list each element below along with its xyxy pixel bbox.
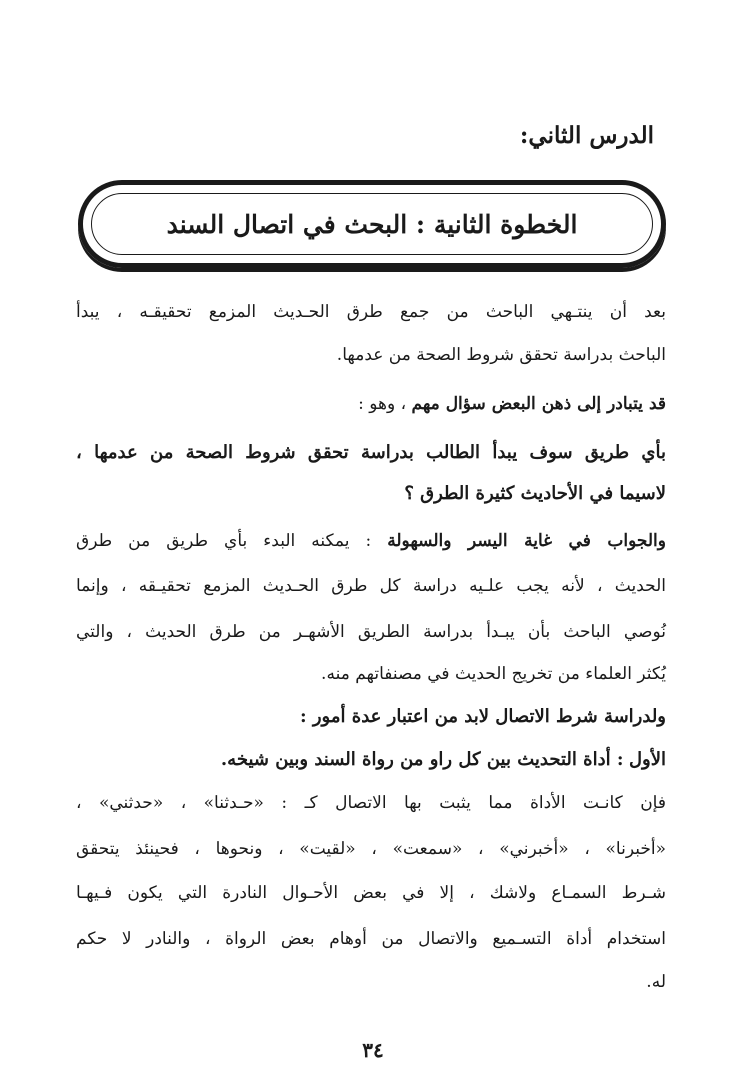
- question-intro-line: [76, 392, 666, 416]
- paragraph-1-line-2: الباحث بدراسة تحقق شروط الصحة من عدمها.: [336, 345, 666, 365]
- paragraph-3-line-4: استخدام أداة التسـميع والاتصال من أوهام بعض الرواة ، والنادر لا حكم: [76, 929, 666, 949]
- title-frame: [78, 180, 666, 268]
- first-item-text: : أداة التحديث بين كل راو من رواة السند وبين شيخه.: [220, 749, 624, 770]
- answer-line-4: يُكثر العلماء من تخريج الحديث في مصنفاتهم منه.: [321, 664, 666, 684]
- section-title: الخطوة الثانية : البحث في اتصال السند: [166, 209, 578, 239]
- lesson-label: الدرس الثاني:: [519, 122, 654, 149]
- answer-line-2: الحديث ، لأنه يجب علـيه دراسة كل طرق الحـديث المزمع تحقيـقه ، وإنما: [76, 576, 666, 596]
- answer-bold: والجواب في غاية اليسر والسهولة: [387, 531, 666, 551]
- condition-intro: ولدراسة شرط الاتصال لابد من اعتبار عدة أمور :: [299, 706, 666, 727]
- paragraph-3-line-2: «أخبرنا» ، «أخبرني» ، «سمعت» ، «لقيت» ، ونحوها ، فحينئذ يتحقق: [76, 839, 666, 859]
- answer-line-1-rest: : يمكنه البدء بأي طريق من طرق: [76, 531, 372, 551]
- answer-line-3: نُوصي الباحث بأن يبـدأ بدراسة الطريق الأشهـر من طرق الحديث ، والتي: [76, 622, 666, 642]
- paragraph-3-line-3: شـرط السمـاع ولاشك ، إلا في بعض الأحـوال النادرة التي يكون فـيهـا: [76, 883, 666, 903]
- question-line-1: بأي طريق سوف يبدأ الطالب بدراسة تحقق شروط الصحة من عدمها ،: [76, 442, 666, 463]
- first-item-label: الأول: [628, 749, 666, 770]
- paragraph-1-line-1: بعد أن ينتـهي الباحث من جمع طرق الحـديث المزمع تحقيقـه ، يبدأ: [76, 302, 666, 322]
- page-number: ٣٤: [362, 1038, 384, 1062]
- answer-line-1: [76, 529, 666, 553]
- paragraph-3-line-1: فإن كانـت الأداة مما يثبت بها الاتصال كـ : «حـدثنا» ، «حدثني» ،: [76, 793, 666, 813]
- title-frame-inner: [91, 193, 653, 255]
- question-intro-rest: ، وهو :: [358, 394, 407, 414]
- first-item-line: [76, 748, 666, 772]
- question-line-2: لاسيما في الأحاديث كثيرة الطرق ؟: [404, 483, 666, 504]
- paragraph-3-line-5: له.: [646, 972, 666, 992]
- question-intro-bold: قد يتبادر إلى ذهن البعض سؤال مهم: [411, 394, 666, 414]
